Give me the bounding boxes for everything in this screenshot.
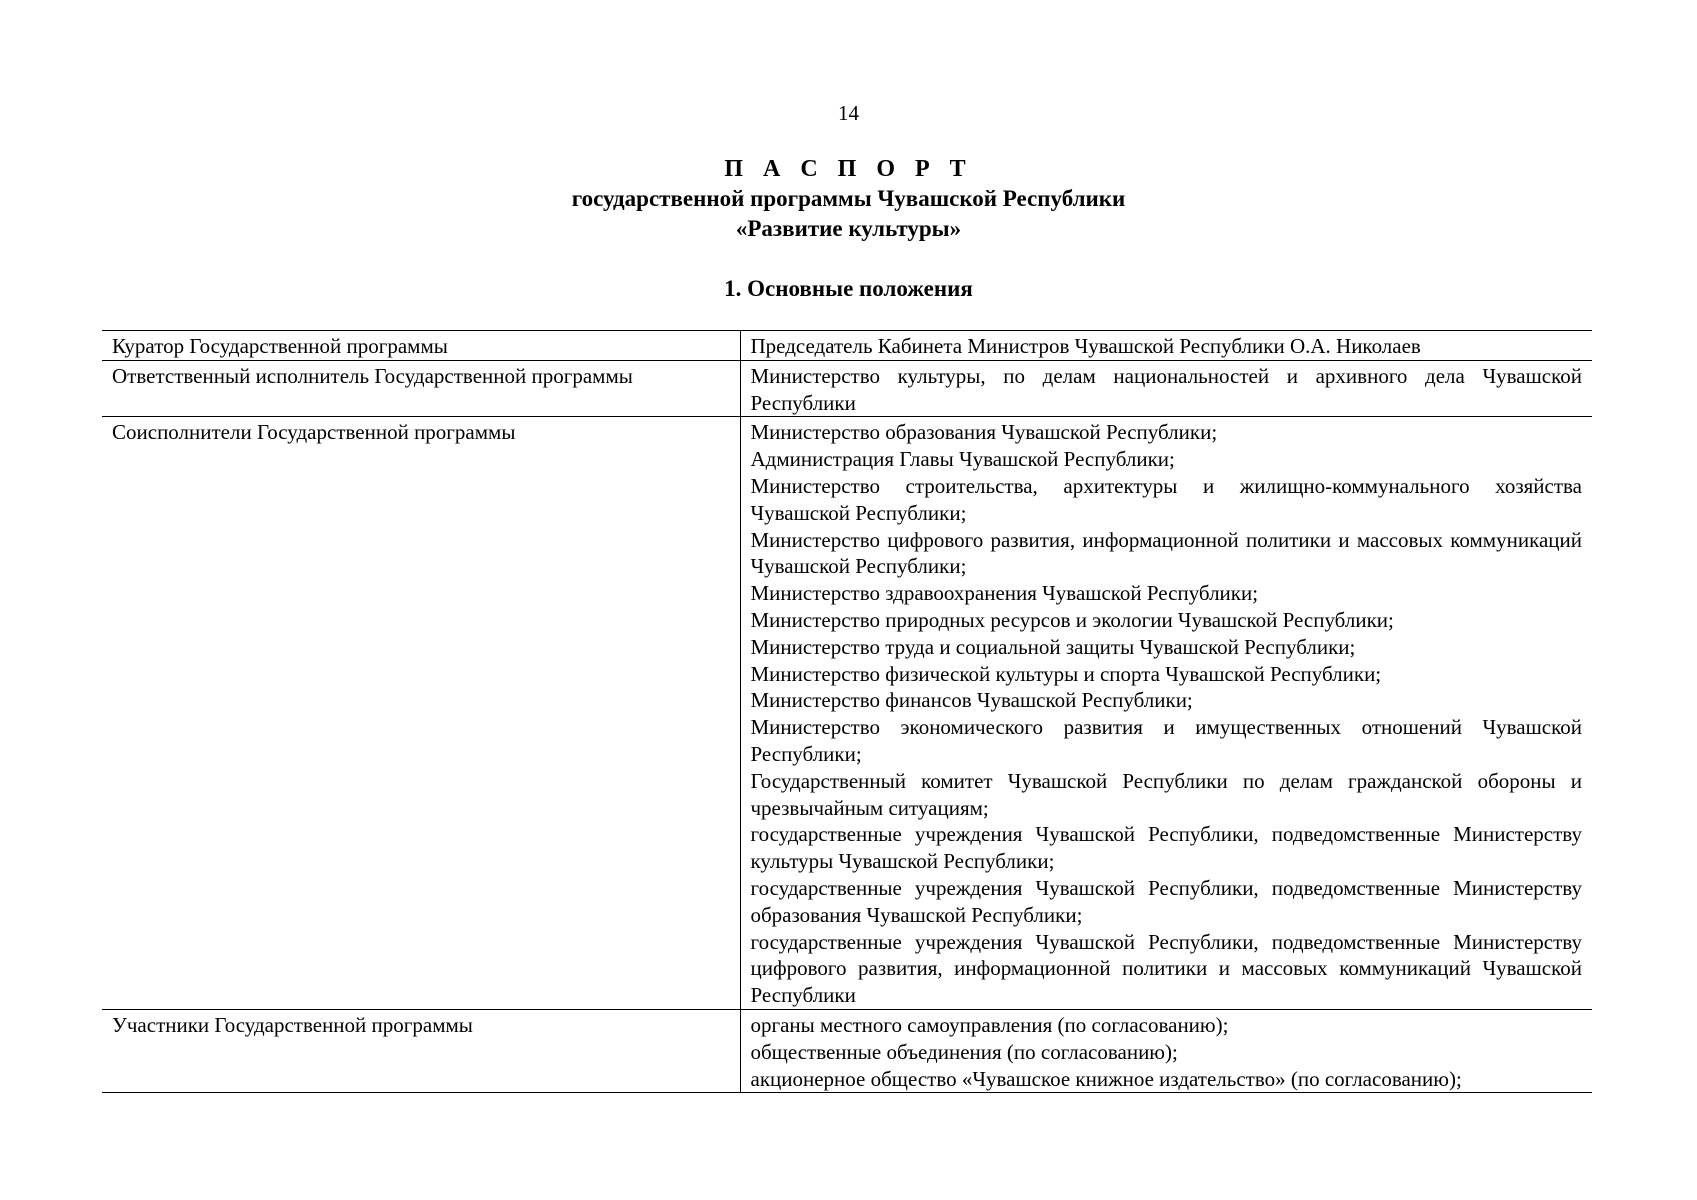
value-entry: Государственный комитет Чувашской Республики по делам гражданской обороны и чрезвычайным ситуациям; <box>750 768 1582 820</box>
document-title: П А С П О Р Т <box>724 156 973 182</box>
table-row-co-executors <box>102 417 1592 1010</box>
value-entry: Министерство строительства, архитектуры и жилищно-коммунального хозяйства Чувашской Республики; <box>750 473 1582 525</box>
table-row-responsible <box>102 360 1592 417</box>
value-entry: государственные учреждения Чувашской Республики, подведомственные Министерству цифрового развития, информационной политики и массовых коммуникаций Чувашской Республики <box>750 929 1582 1008</box>
document-subtitle-line1: государственной программы Чувашской Республики <box>571 186 1126 211</box>
document-subtitle-line2: «Развитие культуры» <box>735 216 962 241</box>
passport-table <box>102 330 1592 1093</box>
row-label: Куратор Государственной программы <box>102 331 740 361</box>
value-entry: Председатель Кабинета Министров Чувашской Республики О.А. Николаев <box>750 334 1421 358</box>
value-entry: Министерство физической культуры и спорта Чувашской Республики; <box>750 661 1382 686</box>
value-entry: общественные объединения (по согласованию); <box>750 1039 1178 1064</box>
document-title-block <box>0 154 1697 244</box>
value-entry: государственные учреждения Чувашской Республики, подведомственные Министерству культуры Чувашской Республики; <box>750 822 1582 874</box>
value-entry: Министерство образования Чувашской Республики; <box>750 420 1218 445</box>
value-entry: Министерство культуры, по делам национальностей и архивного дела Чувашской Республики <box>750 363 1582 415</box>
value-entry: Министерство экономического развития и имущественных отношений Чувашской Республики; <box>750 715 1582 766</box>
value-entry: Министерство цифрового развития, информационной политики и массовых коммуникаций Чувашской Республики; <box>750 527 1582 579</box>
table-row-participants <box>102 1009 1592 1092</box>
row-value <box>740 331 1592 361</box>
value-entry: Министерство здравоохранения Чувашской Республики; <box>750 581 1259 606</box>
value-entry: Министерство финансов Чувашской Республики; <box>750 688 1193 713</box>
table-row-curator <box>102 331 1592 361</box>
value-entry: органы местного самоуправления (по согласованию); <box>750 1012 1229 1037</box>
row-label: Ответственный исполнитель Государственной программы <box>102 360 740 417</box>
value-entry: акционерное общество «Чувашское книжное издательство» (по согласованию); <box>750 1066 1462 1091</box>
value-entry: Министерство природных ресурсов и экологии Чувашской Республики; <box>750 607 1394 632</box>
value-entry: государственные учреждения Чувашской Республики, подведомственные Министерству образования Чувашской Республики; <box>750 875 1582 927</box>
page-number: 14 <box>838 101 859 125</box>
row-label: Соисполнители Государственной программы <box>102 417 740 1010</box>
value-entry: Администрация Главы Чувашской Республики; <box>750 447 1175 472</box>
row-value <box>740 360 1592 417</box>
row-value <box>740 1009 1592 1092</box>
value-entry: Министерство труда и социальной защиты Чувашской Республики; <box>750 634 1356 659</box>
row-value <box>740 417 1592 1010</box>
section-title: 1. Основные положения <box>724 276 973 301</box>
row-label: Участники Государственной программы <box>102 1009 740 1092</box>
